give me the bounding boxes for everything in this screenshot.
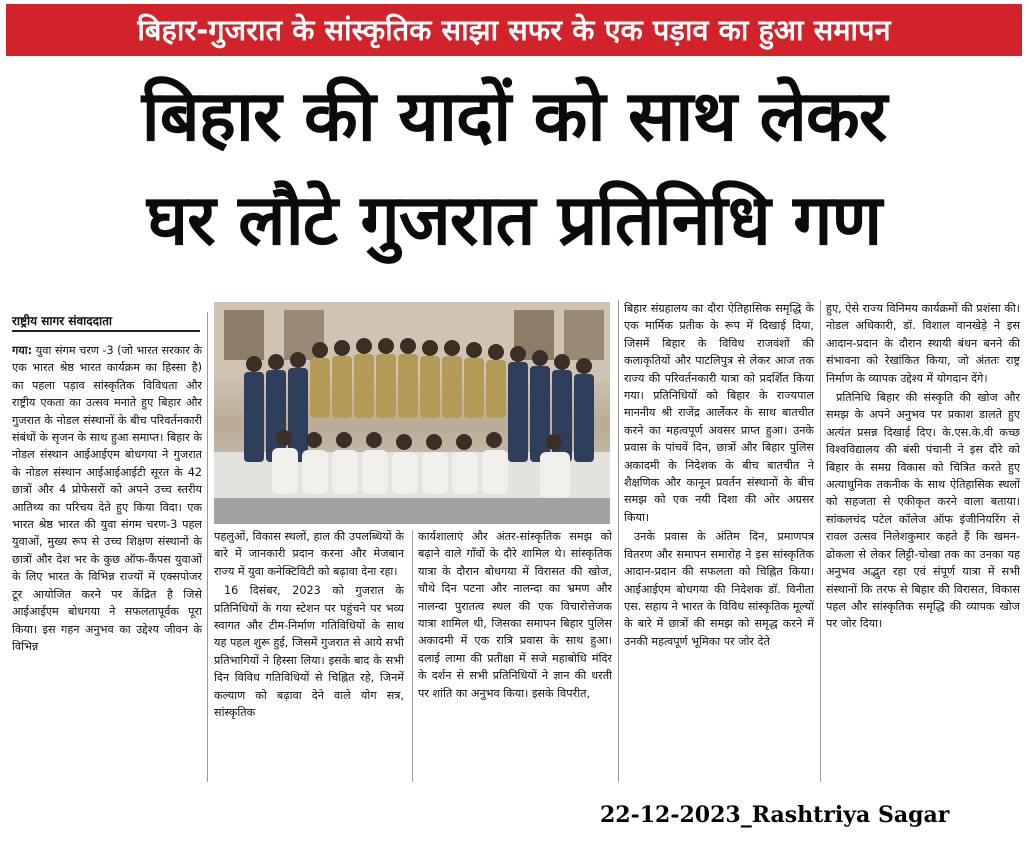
paragraph: बिहार संग्रहालय का दौरा ऐतिहासिक समृद्धि के एक मार्मिक प्रतीक के रूप में दिखाई दिया, जिसमें बिहार के विविध राजवंशों की कलाकृतियों और पाटलिपुत्र से लेकर आज तक राज्य की परिवर्तनकारी यात्रा को प्रदर्शित किया गया। प्रतिनिधियों को बिहार के राज्यपाल माननीय श्री राजेंद्र आर्लेकर के साथ बातचीत करने का महत्वपूर्ण अवसर प्राप्त हुआ। उनके प्रवास के पांचवें दिन, छात्रों और बिहार पुलिस अकादमी के निदेशक के बीच बातचीत ने शैक्षणिक और कानून प्रवर्तन संस्थानों के बीच समझ को एक नयी दिशा की ओर अग्रसर किया। — [624, 302, 814, 524]
article-column-1 — [12, 342, 202, 780]
article-column-2 — [214, 528, 404, 780]
byline: राष्ट्रीय सागर संवाददाता — [12, 312, 200, 332]
article-column-4 — [624, 300, 814, 780]
column-divider — [207, 312, 208, 782]
lead-paragraph — [12, 342, 202, 655]
column-divider — [820, 300, 821, 782]
article-column-5 — [826, 300, 1020, 780]
lead-text: युवा संगम चरण -3 (जो भारत सरकार के एक भारत श्रेष्ठ भारत कार्यक्रम का हिस्सा है) का पहला पड़ाव सांस्कृतिक विविधता और राष्ट्रीय एकता का उत्सव मनाते हुए बिहार और गुजरात के नोडल संस्थानों के बीच परिवर्तनकारी संबंधों के सृजन के साथ हुआ समाप्त। बिहार के नोडल संस्थान आईआईएम बोधगया ने गुजरात के नोडल संस्थान आईआईआईटी सूरत के 42 छात्रों और 4 प्रोफेसरों को अपने उच्च स्तरीय आतिथ्य का परिचय देते हुए किया विदा। एक भारत श्रेष्ठ भारत की युवा संगम चरण-3 पहल युवाओं, मुख्य रूप से उच्च शिक्षण संस्थानों के छात्रों और देश भर के कुछ ऑफ-कैंपस युवाओं के लिए भारत के विभिन्न राज्यों में एक्सपोजर टूर आयोजित करने पर केंद्रित है जिसे आईआईएम बोधगया ने सफलतापूर्वक पूरा किया। इस गहन अनुभव का उद्देश्य जीवन के विभिन्न — [12, 344, 202, 653]
paragraph: 16 दिसंबर, 2023 को गुजरात के प्रतिनिधियों के गया स्टेशन पर पहुंचने पर भव्य स्वागत और टीम-निर्माण गतिविधियों के साथ यह पहल शुरू हुई, जिसमें गुजरात से आये सभी प्रतिभागियों ने हिस्सा लिया। इसके बाद के सभी दिन विविध गतिविधियों से चिह्नित रहे, जिनमें कल्याण को बढ़ावा देने वाले योग सत्र, सांस्कृतिक — [214, 584, 404, 720]
group-photo — [214, 302, 610, 524]
paragraph: प्रतिनिधि बिहार की संस्कृति की खोज और समझ के अपने अनुभव पर प्रकाश डालते हुए अत्यंत प्रसन्न दिखाई दिए। के.एस.के.वी कच्छ विश्वविद्यालय की बंसी पंचानी ने इस दौरे को बिहार के समग्र विकास को चित्रित करते हुए अत्याधुनिक तकनीक के साथ ऐतिहासिक स्थलों को सहजता से एकीकृत करने वाला बताया। सांकलचंद पटेल कॉलेज ऑफ इंजीनियरिंग से रावल उत्सव निलेशकुमार कहते हैं कि खमन-ढोकला से लेकर लिट्टी-चोखा तक का उनका यह अनुभव अद्भुत रहा एवं संपूर्ण यात्रा में सभी संस्थानों कि तरफ से बिहार की विरासत, विकास पहल और सांस्कृतिक समृद्धि की व्यापक खोज पर जोर दिया। — [826, 391, 1020, 631]
kicker-banner: बिहार-गुजरात के सांस्कृतिक साझा सफर के एक पड़ाव का हुआ समापन — [6, 4, 1022, 56]
group-photo-illustration — [214, 302, 610, 524]
article-column-3 — [418, 528, 612, 780]
paragraph: उनके प्रवास के अंतिम दिन, प्रमाणपत्र वितरण और समापन समारोह ने इस सांस्कृतिक आदान-प्रदान की सफलता को चिह्नित किया। आईआईएम बोधगया की निदेशक डॉ. विनीता एस. सहाय ने भारत के विविध सांस्कृतिक मूल्यों के बारे में छात्रों की समझ को समृद्ध करने में उनकी महत्वपूर्ण भूमिका पर जोर देते — [624, 530, 814, 648]
column-divider — [618, 300, 619, 782]
source-footer: 22-12-2023_Rashtriya Sagar — [600, 802, 950, 828]
paragraph: कार्यशालाएं और अंतर-सांस्कृतिक समझ को बढ़ाने वाले गाँवों के दौरे शामिल थे। सांस्कृतिक यात्रा के दौरान बोधगया में विरासत की खोज, चौथे दिन पटना और नालन्दा का भ्रमण और नालन्दा पुरातत्व स्थल की एक विचारोत्तेजक यात्रा शामिल थी, जिसका समापन बिहार पुलिस अकादमी में एक रात्रि प्रवास के साथ हुआ। दलाई लामा की प्रतीक्षा में सजे महाबोधि मंदिर के दर्शन से सभी प्रतिनिधियों ने ज्ञान की धरती पर शांति का अनुभव किया। इसके विपरीत, — [418, 530, 612, 700]
paragraph: हुए, ऐसे राज्य विनिमय कार्यक्रमों की प्रशंसा की। नोडल अधिकारी, डॉ. विशाल वानखेड़े ने इस आदान-प्रदान के दौरान स्थायी बंधन बनने की संभावना को रेखांकित किया, जो अंततः राष्ट्र निर्माण के व्यापक उद्देश्य में योगदान देंगे। — [826, 302, 1020, 385]
headline-line-1: बिहार की यादों को साथ लेकर — [141, 75, 887, 157]
dateline: गया: — [12, 344, 33, 357]
headline-line-2: घर लौटे गुजरात प्रतिनिधि गण — [146, 179, 882, 261]
column-divider — [412, 530, 413, 782]
paragraph: पहलुओं, विकास स्थलों, हाल की उपलब्धियों के बारे में जानकारी प्रदान करना और मेजबान राज्य में युवा कनेक्टिविटी को बढ़ावा देना रहा। — [214, 530, 404, 578]
